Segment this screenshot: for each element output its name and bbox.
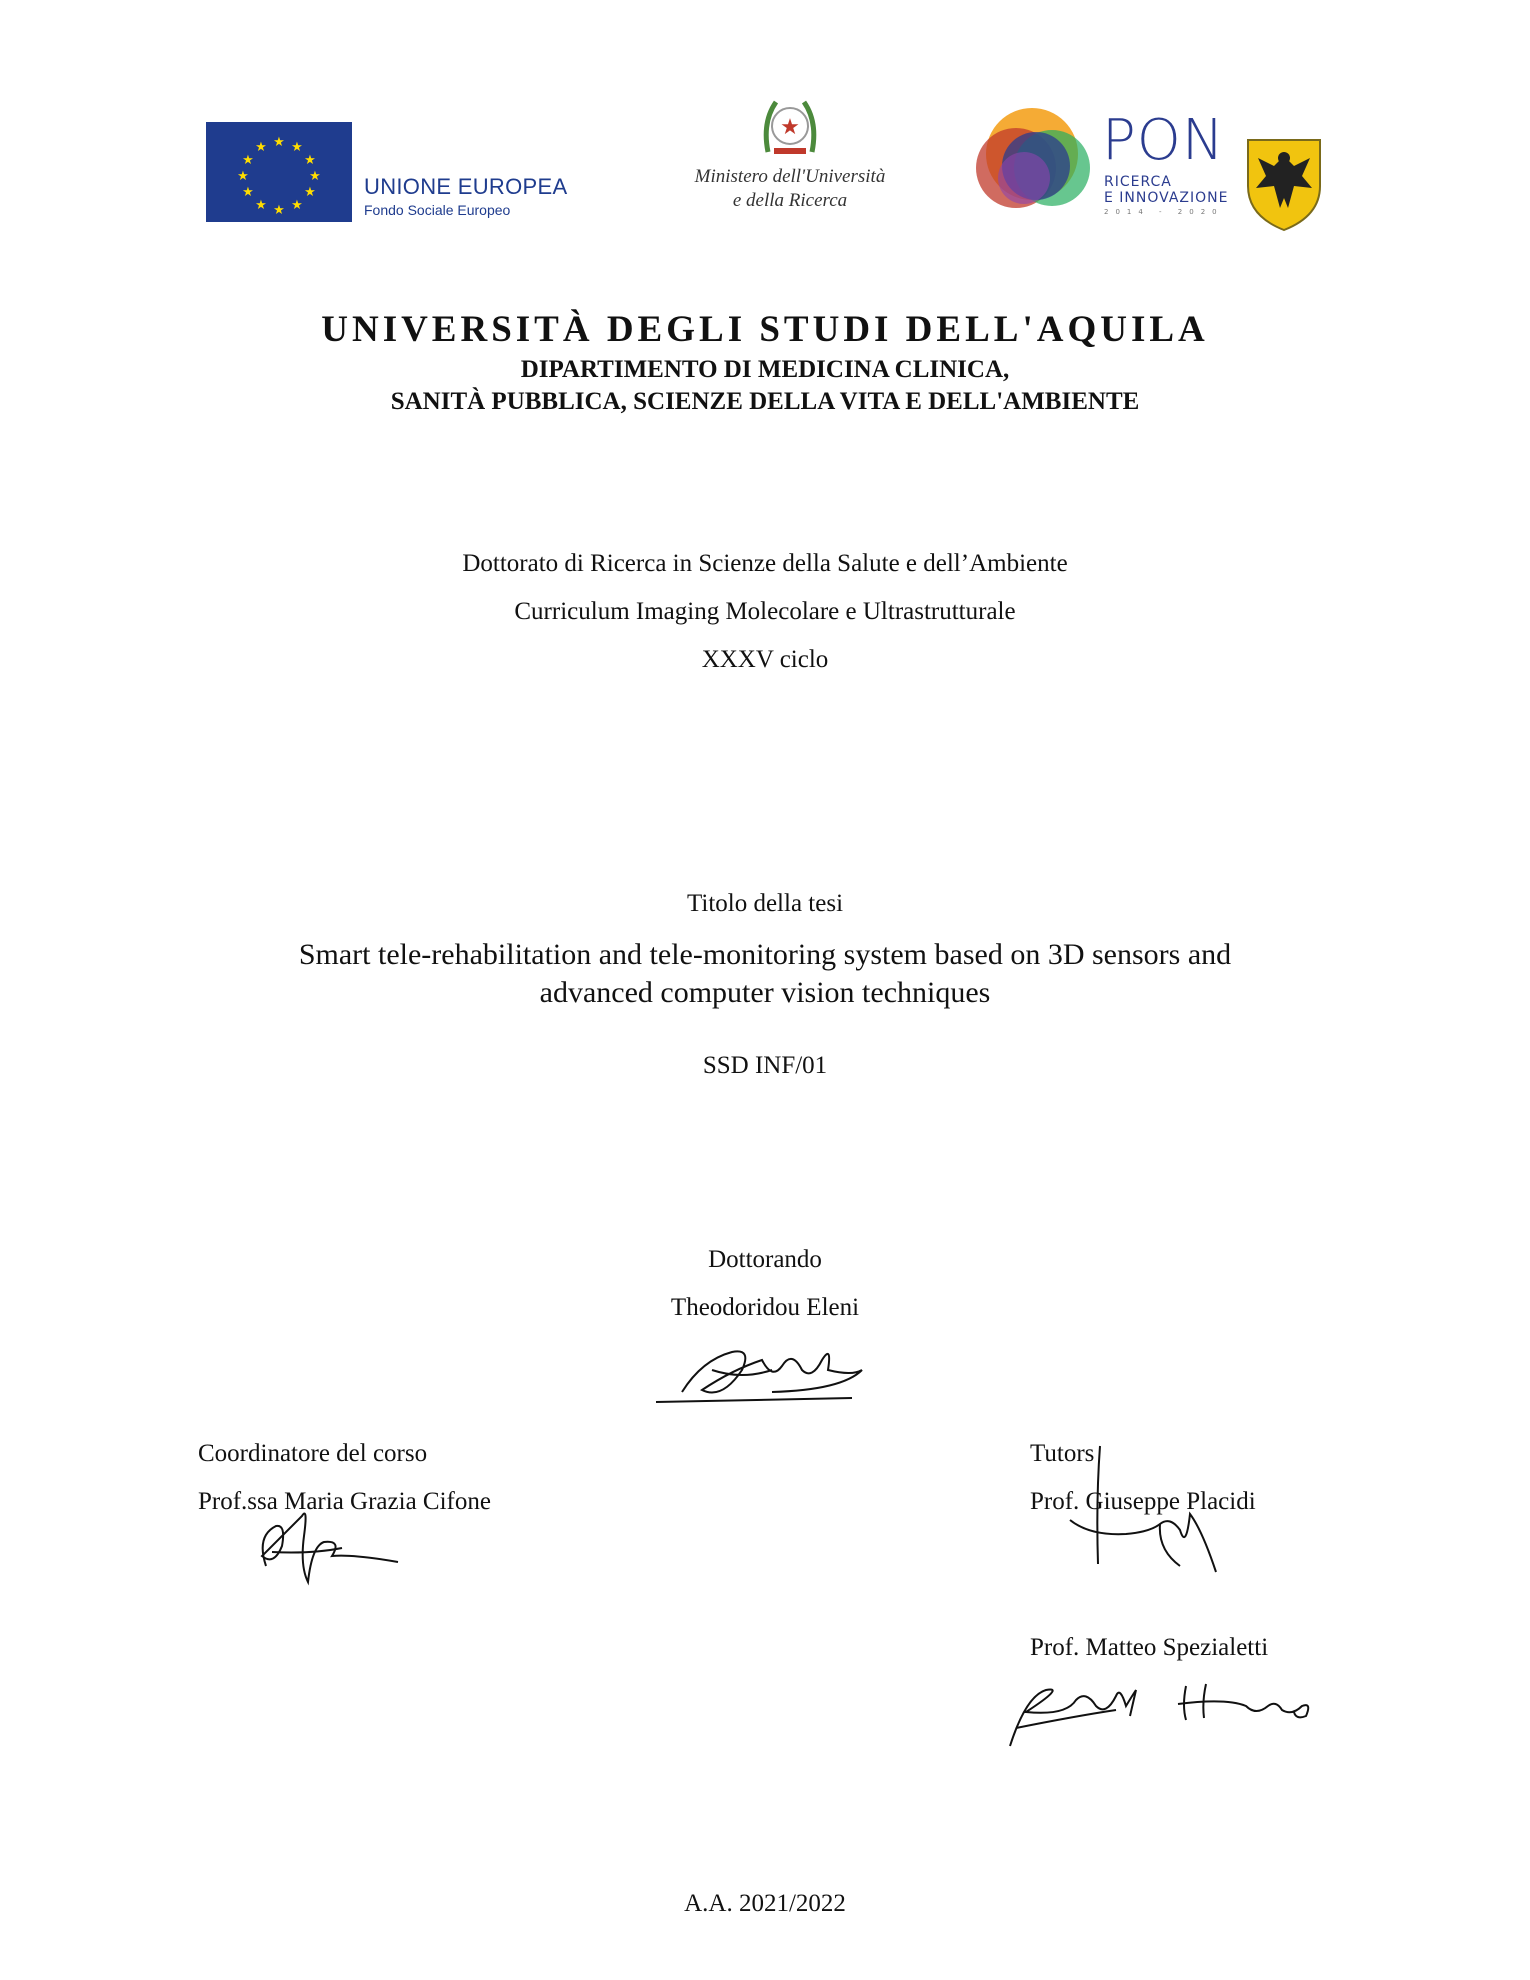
svg-text:★: ★ [237,169,249,184]
miur-logo [664,92,916,228]
thesis-title-line-1: Smart tele-rehabilitation and tele-monitoring system based on 3D sensors and [298,938,1232,971]
thesis-label: Titolo della tesi [686,890,844,917]
candidate-role: Dottorando [708,1246,822,1273]
pon-circles-icon [974,102,1100,222]
miur-logo-line2: e della Ricerca [732,190,848,211]
svg-text:★: ★ [304,153,316,168]
department-line-1: DIPARTIMENTO DI MEDICINA CLINICA, [520,356,1010,383]
miur-logo-line1: Ministero dell'Università [694,166,886,187]
curriculum: Curriculum Imaging Molecolare e Ultrastrutturale [514,598,1016,625]
pon-logo [974,96,1234,236]
coordinator-role: Coordinatore del corso [198,1440,428,1467]
thesis-title-line-2: advanced computer vision techniques [539,976,991,1009]
coordinator-signature [252,1496,402,1586]
svg-text:★: ★ [255,140,267,155]
candidate-signature [652,1330,872,1410]
svg-text:★: ★ [273,203,285,218]
tutor-name-2: Prof. Matteo Spezialetti [1030,1634,1269,1661]
pon-logo-title: PON [1102,108,1225,173]
pon-logo-line2: E INNOVAZIONE [1104,190,1229,206]
svg-text:★: ★ [242,153,254,168]
ssd-code: SSD INF/01 [702,1052,828,1079]
svg-text:★: ★ [255,198,267,213]
eu-logo [206,122,586,226]
department-line-2: SANITÀ PUBBLICA, SCIENZE DELLA VITA E DELL'AMBIENTE [390,388,1140,415]
svg-text:★: ★ [309,169,321,184]
svg-text:★: ★ [242,185,254,200]
svg-text:★: ★ [304,185,316,200]
candidate-name: Theodoridou Eleni [670,1294,860,1321]
pon-logo-line1: RICERCA [1104,174,1172,190]
coordinator-name: Prof.ssa Maria Grazia Cifone [198,1488,491,1515]
svg-text:★: ★ [291,140,303,155]
doctorate-program: Dottorato di Ricerca in Scienze della Salute e dell’Ambiente [462,550,1068,577]
tutor-1-signature [1030,1440,1230,1580]
pon-logo-years: 2014 - 2020 [1104,208,1224,216]
eagle-crest-icon [1244,136,1324,232]
svg-text:★: ★ [780,115,800,140]
eu-flag-icon [206,122,352,222]
eu-logo-subtitle: Fondo Sociale Europeo [364,202,511,218]
academic-year: A.A. 2021/2022 [684,1890,846,1917]
doctorate-cycle: XXXV ciclo [701,646,829,673]
university-name: UNIVERSITÀ DEGLI STUDI DELL'AQUILA [321,309,1209,350]
svg-text:★: ★ [273,135,285,150]
svg-text:★: ★ [291,198,303,213]
italian-republic-emblem-icon [760,92,820,162]
eu-logo-title: UNIONE EUROPEA [364,174,568,199]
tutors-label: Tutors [1030,1440,1095,1467]
tutor-2-signature [1006,1676,1316,1756]
tutor-name-1: Prof. Giuseppe Placidi [1030,1488,1256,1515]
